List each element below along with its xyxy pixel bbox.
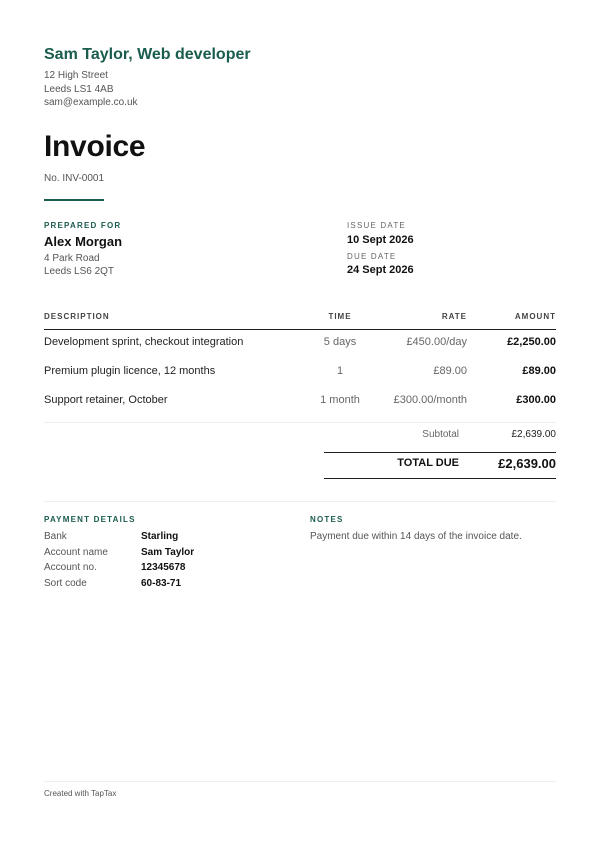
invoice-page: [44, 0, 556, 849]
payment-row-bank: [44, 531, 284, 547]
payment-value: Sam Taylor: [141, 546, 195, 558]
total-due-label: TOTAL DUE: [397, 457, 459, 469]
footer-divider: [44, 781, 556, 782]
business-address: [44, 69, 138, 110]
table-row: [44, 365, 556, 381]
business-email: sam@example.co.uk: [44, 97, 138, 108]
column-header-time: TIME: [328, 312, 352, 321]
due-date-label: DUE DATE: [347, 252, 397, 261]
line-rate: £450.00/day: [406, 336, 467, 348]
line-rate: £89.00: [433, 365, 467, 377]
payment-key: Bank: [44, 531, 67, 542]
issue-date-label: ISSUE DATE: [347, 221, 406, 230]
business-address-line: Leeds LS1 4AB: [44, 83, 114, 95]
notes-text: Payment due within 14 days of the invoice date.: [310, 531, 522, 542]
line-description: Support retainer, October: [44, 394, 168, 406]
prepared-for-label: PREPARED FOR: [44, 221, 122, 230]
client-address-line: Leeds LS6 2QT: [44, 265, 115, 277]
page-title: Invoice: [44, 130, 146, 163]
table-row: [44, 336, 556, 352]
column-header-rate: RATE: [441, 312, 467, 321]
business-name: Sam Taylor, Web developer: [44, 46, 251, 63]
payment-value: 12345678: [141, 562, 186, 573]
table-row: [44, 394, 556, 410]
total-due-value: £2,639.00: [498, 456, 556, 471]
total-bottom-divider: [324, 478, 556, 479]
line-description: Premium plugin licence, 12 months: [44, 365, 216, 377]
payment-row-sort-code: [44, 578, 284, 594]
client-name: Alex Morgan: [44, 234, 123, 249]
payment-row-account-number: [44, 562, 284, 578]
total-top-divider: [324, 452, 556, 453]
subtotal-label: Subtotal: [422, 429, 459, 440]
notes-label: NOTES: [310, 515, 344, 524]
table-header-divider: [44, 329, 556, 330]
payment-row-account-name: [44, 547, 284, 563]
footer-credit: Created with TapTax: [44, 789, 117, 798]
invoice-number: No. INV-0001: [44, 173, 105, 184]
line-amount: £89.00: [522, 365, 556, 377]
table-end-divider: [44, 422, 556, 423]
payment-value: 60-83-71: [141, 577, 182, 589]
payment-key: Account no.: [44, 562, 97, 573]
line-time: 1: [336, 365, 344, 377]
line-description: Development sprint, checkout integration: [44, 336, 244, 348]
accent-divider: [44, 199, 104, 201]
payment-details-label: PAYMENT DETAILS: [44, 515, 136, 524]
due-date-value: 24 Sept 2026: [347, 264, 414, 276]
line-amount: £2,250.00: [507, 336, 556, 348]
business-address-line: 12 High Street: [44, 70, 108, 81]
payment-key: Account name: [44, 546, 108, 558]
section-divider: [44, 501, 556, 502]
subtotal-value: £2,639.00: [511, 429, 556, 440]
line-time: 1 month: [320, 394, 360, 406]
column-header-amount: AMOUNT: [514, 312, 556, 321]
column-header-description: DESCRIPTION: [44, 312, 110, 321]
client-address-line: 4 Park Road: [44, 253, 100, 264]
payment-key: Sort code: [44, 577, 87, 589]
line-amount: £300.00: [516, 394, 556, 406]
line-time: 5 days: [323, 336, 357, 348]
client-address: [44, 253, 114, 278]
line-rate: £300.00/month: [393, 394, 467, 406]
payment-value: Starling: [141, 531, 179, 542]
issue-date-value: 10 Sept 2026: [347, 234, 414, 246]
payment-details: [44, 531, 284, 593]
